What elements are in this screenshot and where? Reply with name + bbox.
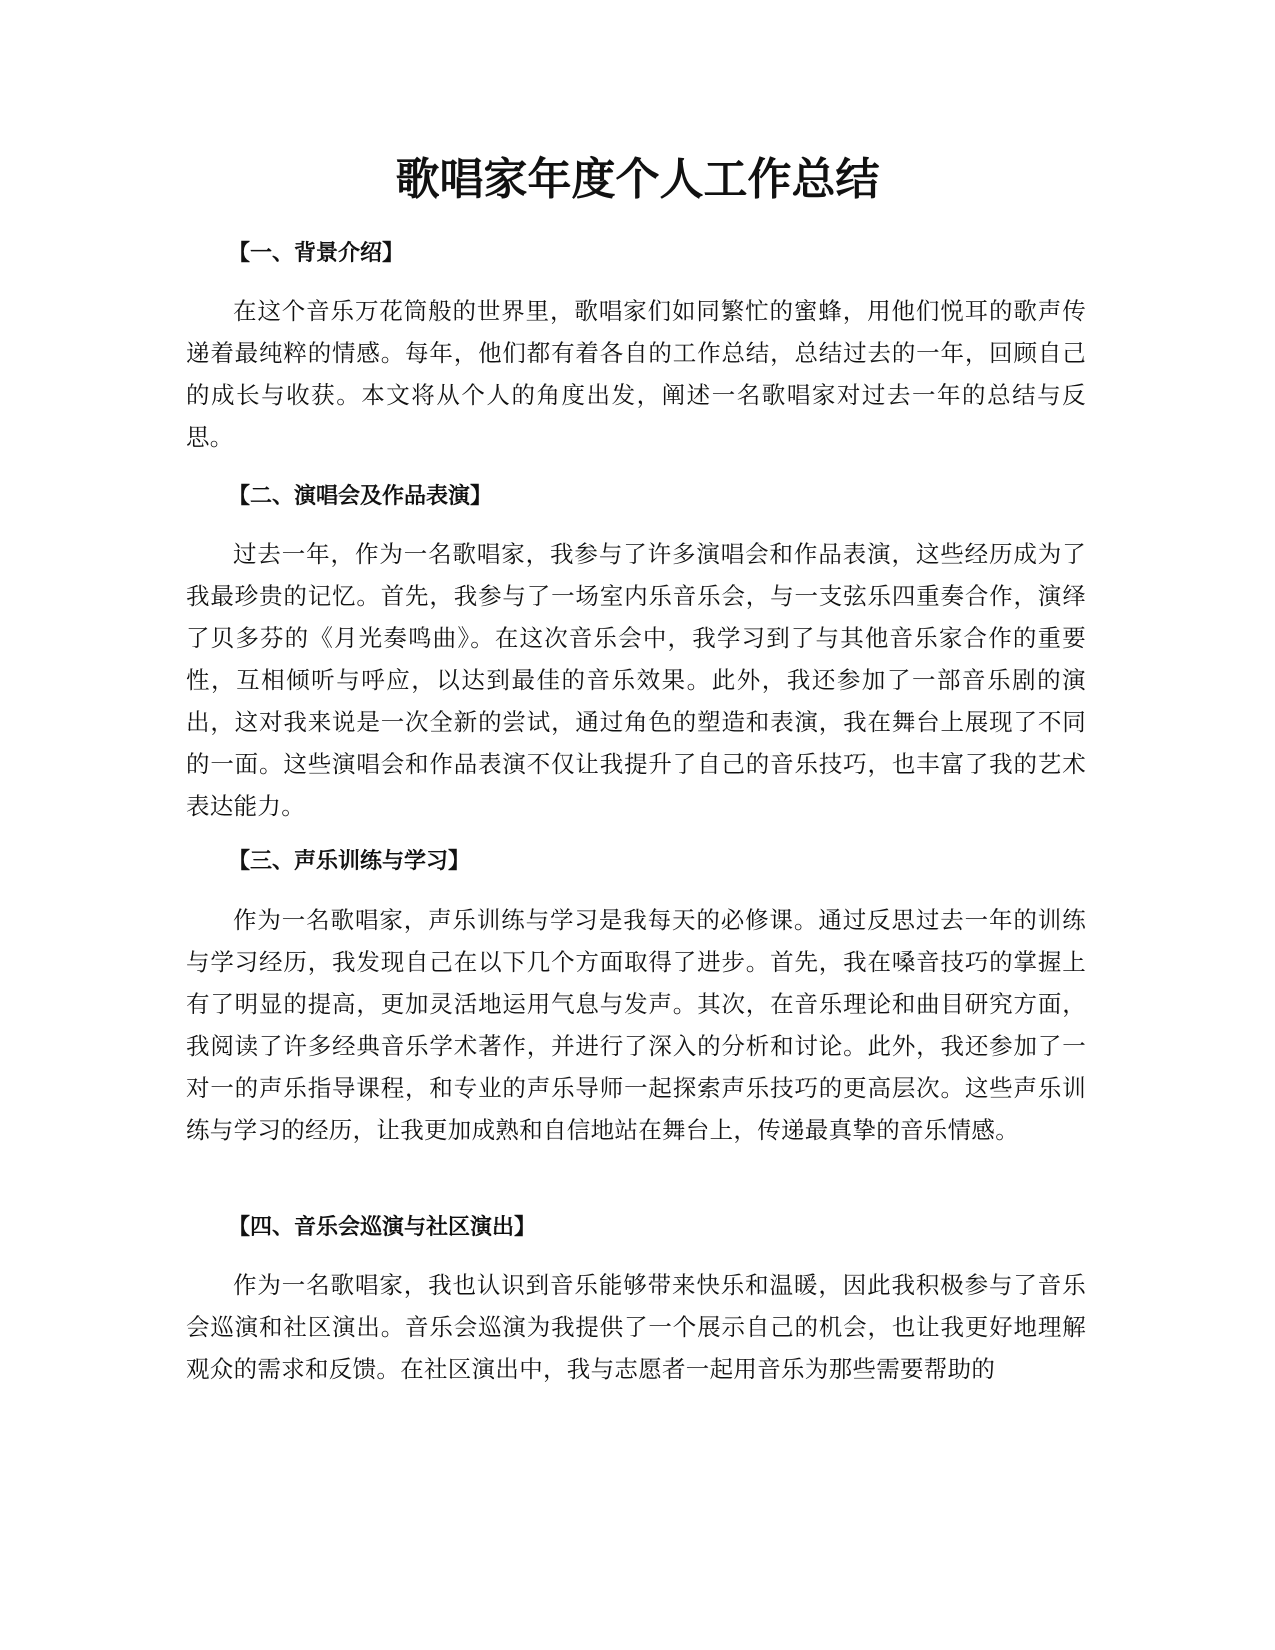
section-paragraph-3: 作为一名歌唱家，声乐训练与学习是我每天的必修课。通过反思过去一年的训练与学习经历，我发现自己在以下几个方面取得了进步。首先，我在嗓音技巧的掌握上有了明显的提高，更加灵活地运用气息与发声。其次，在音乐理论和曲目研究方面，我阅读了许多经典音乐学术著作，并进行了深入的分析和讨论。此外，我还参加了一对一的声乐指导课程，和专业的声乐导师一起探索声乐技巧的更高层次。这些声乐训练与学习的经历，让我更加成熟和自信地站在舞台上，传递最真挚的音乐情感。: [186, 906, 1086, 1144]
section-heading-2: 【二、演唱会及作品表演】: [228, 483, 493, 509]
section-paragraph-1: 在这个音乐万花筒般的世界里，歌唱家们如同繁忙的蜜蜂，用他们悦耳的歌声传递着最纯粹的情感。每年，他们都有着各自的工作总结，总结过去的一年，回顾自己的成长与收获。本文将从个人的角度出发，阐述一名歌唱家对过去一年的总结与反思。: [186, 297, 1086, 451]
section-paragraph-2: 过去一年，作为一名歌唱家，我参与了许多演唱会和作品表演，这些经历成为了我最珍贵的记忆。首先，我参与了一场室内乐音乐会，与一支弦乐四重奏合作，演绎了贝多芬的《月光奏鸣曲》。在这次音乐会中，我学习到了与其他音乐家合作的重要性，互相倾听与呼应，以达到最佳的音乐效果。此外，我还参加了一部音乐剧的演出，这对我来说是一次全新的尝试，通过角色的塑造和表演，我在舞台上展现了不同的一面。这些演唱会和作品表演不仅让我提升了自己的音乐技巧，也丰富了我的艺术表达能力。: [186, 540, 1086, 820]
document-title: 歌唱家年度个人工作总结: [395, 154, 880, 205]
section-paragraph-4: 作为一名歌唱家，我也认识到音乐能够带来快乐和温暖，因此我积极参与了音乐会巡演和社区演出。音乐会巡演为我提供了一个展示自己的机会，也让我更好地理解观众的需求和反馈。在社区演出中，我与志愿者一起用音乐为那些需要帮助的: [186, 1271, 1086, 1383]
section-heading-3: 【三、声乐训练与学习】: [228, 848, 471, 874]
section-heading-4: 【四、音乐会巡演与社区演出】: [228, 1214, 537, 1240]
section-heading-1: 【一、背景介绍】: [228, 240, 405, 266]
